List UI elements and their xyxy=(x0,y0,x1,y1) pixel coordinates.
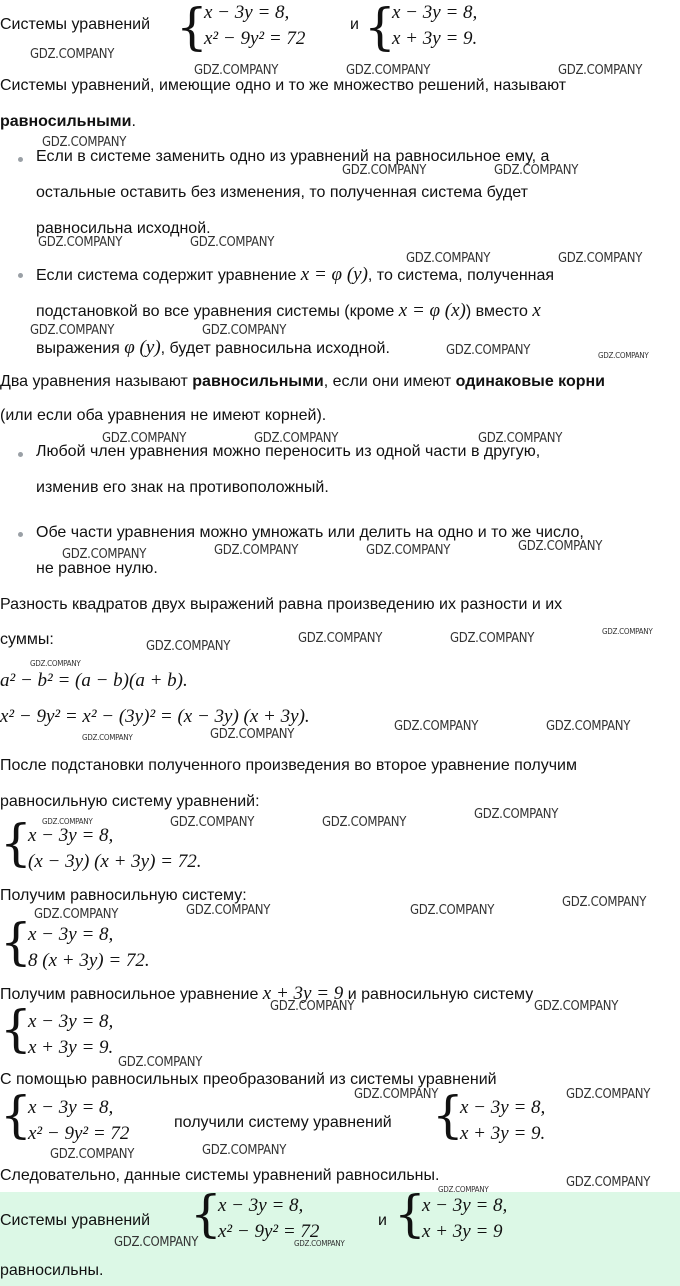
watermark: GDZ.COMPANY xyxy=(478,431,563,446)
step3-math: x + 3y = 9 xyxy=(262,983,344,1004)
brace-icon: { xyxy=(190,1185,222,1243)
watermark: GDZ.COMPANY xyxy=(30,323,115,338)
watermark: GDZ.COMPANY xyxy=(210,727,295,742)
def-systems-line1: Системы уравнений, имеющие одно и то же множество решений, называют xyxy=(0,77,567,94)
watermark: GDZ.COMPANY xyxy=(38,235,123,250)
watermark: GDZ.COMPANY xyxy=(322,815,407,830)
watermark: GDZ.COMPANY xyxy=(214,543,299,558)
watermark: GDZ.COMPANY xyxy=(170,815,255,830)
step2-text: Получим равносильную систему: xyxy=(0,887,247,904)
step4-sys1-line1: x − 3y = 8, xyxy=(28,1097,114,1118)
bullet2-line1-b: , то система, полученная xyxy=(367,267,555,284)
watermark: GDZ.COMPANY xyxy=(298,631,383,646)
bullet2-line2 xyxy=(36,300,541,322)
watermark: GDZ.COMPANY xyxy=(34,907,119,922)
def-eq-a: Два уравнения называют xyxy=(0,373,188,390)
brace-icon: { xyxy=(0,1086,32,1144)
bullet2-line3-b: , будет равносильна исходной. xyxy=(160,340,390,357)
step1-line2: равносильную систему уравнений: xyxy=(0,793,260,810)
watermark: GDZ.COMPANY xyxy=(534,999,619,1014)
watermark: GDZ.COMPANY xyxy=(598,351,649,360)
watermark: GDZ.COMPANY xyxy=(494,163,579,178)
watermark: GDZ.COMPANY xyxy=(270,999,355,1014)
bullet2-line3-a: выражения xyxy=(36,340,120,357)
watermark: GDZ.COMPANY xyxy=(190,235,275,250)
bullet2-line3-math: φ (y) xyxy=(124,337,161,358)
answer-sys2-line1: x − 3y = 8, xyxy=(422,1195,508,1216)
bullet2-line2-b: ) вместо xyxy=(465,303,528,320)
step2-sys-line2: 8 (x + 3y) = 72. xyxy=(28,950,150,971)
watermark: GDZ.COMPANY xyxy=(118,1055,203,1070)
squares-line2: суммы: xyxy=(0,631,54,648)
bullet2-line1-math: x = φ (y) xyxy=(300,264,368,285)
watermark: GDZ.COMPANY xyxy=(446,343,531,358)
answer-sys1-line1: x − 3y = 8, xyxy=(218,1195,304,1216)
watermark: GDZ.COMPANY xyxy=(450,631,535,646)
bullet-icon xyxy=(18,452,23,457)
watermark: GDZ.COMPANY xyxy=(354,1087,439,1102)
answer-prefix: Системы уравнений xyxy=(0,1212,151,1229)
heading-joiner: и xyxy=(350,16,359,33)
brace-icon: { xyxy=(394,1185,426,1243)
watermark: GDZ.COMPANY xyxy=(410,903,495,918)
step4-middle: получили систему уравнений xyxy=(174,1114,392,1131)
watermark: GDZ.COMPANY xyxy=(202,1143,287,1158)
watermark: GDZ.COMPANY xyxy=(30,659,81,668)
step1-sys-line1: x − 3y = 8, xyxy=(28,825,114,846)
watermark: GDZ.COMPANY xyxy=(342,163,427,178)
bullet3-line1: Любой член уравнения можно переносить из одной части в другую, xyxy=(36,443,541,460)
def-systems-tail: . xyxy=(131,113,136,130)
bullet3-line2: изменив его знак на противоположный. xyxy=(36,479,329,496)
watermark: GDZ.COMPANY xyxy=(602,627,653,636)
watermark: GDZ.COMPANY xyxy=(366,543,451,558)
def-equations-line2: (или если оба уравнения не имеют корней). xyxy=(0,407,327,424)
def-systems-bold: равносильными xyxy=(0,113,132,130)
brace-icon: { xyxy=(0,814,32,872)
watermark: GDZ.COMPANY xyxy=(146,639,231,654)
bullet-icon xyxy=(18,157,23,162)
watermark: GDZ.COMPANY xyxy=(62,547,147,562)
heading-sys1-line1: x − 3y = 8, xyxy=(204,2,290,23)
watermark: GDZ.COMPANY xyxy=(102,431,187,446)
conclusion: Следовательно, данные системы уравнений равносильны. xyxy=(0,1167,440,1184)
watermark: GDZ.COMPANY xyxy=(50,1147,135,1162)
step4-sys2-line1: x − 3y = 8, xyxy=(460,1097,546,1118)
watermark: GDZ.COMPANY xyxy=(394,719,479,734)
watermark: GDZ.COMPANY xyxy=(254,431,339,446)
bullet-icon xyxy=(18,273,23,278)
step4-sys2-line2: x + 3y = 9. xyxy=(460,1123,546,1144)
heading-prefix: Системы уравнений xyxy=(0,16,151,33)
bullet2-line2-var: x xyxy=(532,300,541,321)
def-equations-line1 xyxy=(0,372,605,392)
watermark: GDZ.COMPANY xyxy=(114,1235,199,1250)
watermark: GDZ.COMPANY xyxy=(562,895,647,910)
watermark: GDZ.COMPANY xyxy=(406,251,491,266)
watermark: GDZ.COMPANY xyxy=(194,63,279,78)
step4-text: С помощью равносильных преобразований из системы уравнений xyxy=(0,1071,497,1088)
step3-sys-line1: x − 3y = 8, xyxy=(28,1011,114,1032)
brace-icon: { xyxy=(432,1086,464,1144)
watermark: GDZ.COMPANY xyxy=(30,47,115,62)
brace-icon: { xyxy=(176,0,208,56)
step3-text xyxy=(0,984,533,1005)
watermark: GDZ.COMPANY xyxy=(566,1087,651,1102)
watermark: GDZ.COMPANY xyxy=(558,63,643,78)
step1-sys-line2: (x − 3y) (x + 3y) = 72. xyxy=(28,851,202,872)
def-systems-line2 xyxy=(0,112,136,132)
answer-sys2-line2: x + 3y = 9 xyxy=(422,1221,503,1242)
step2-sys-line1: x − 3y = 8, xyxy=(28,924,114,945)
step3-text-b: и равносильную систему xyxy=(347,986,534,1003)
watermark: GDZ.COMPANY xyxy=(42,817,93,826)
answer-suffix: равносильны. xyxy=(0,1262,104,1279)
watermark: GDZ.COMPANY xyxy=(82,733,133,742)
bullet2-line2-a: подстановкой во все уравнения системы (кроме xyxy=(36,303,395,320)
step4-sys1-line2: x² − 9y² = 72 xyxy=(28,1123,130,1144)
step3-sys-line2: x + 3y = 9. xyxy=(28,1037,114,1058)
watermark: GDZ.COMPANY xyxy=(474,807,559,822)
squares-formula: a² − b² = (a − b)(a + b). xyxy=(0,670,188,691)
brace-icon: { xyxy=(0,1000,32,1058)
bullet4-line2: не равное нулю. xyxy=(36,560,158,577)
watermark: GDZ.COMPANY xyxy=(186,903,271,918)
watermark: GDZ.COMPANY xyxy=(566,1175,651,1190)
bullet-icon xyxy=(18,532,23,537)
answer-joiner: и xyxy=(378,1212,387,1229)
bullet1-line3: равносильна исходной. xyxy=(36,220,211,237)
def-eq-bold1: равносильными xyxy=(192,373,324,390)
squares-line1: Разность квадратов двух выражений равна произведению их разности и их xyxy=(0,596,563,613)
def-eq-bold2: одинаковые корни xyxy=(455,373,606,390)
watermark: GDZ.COMPANY xyxy=(294,1239,345,1248)
heading-sys2-line1: x − 3y = 8, xyxy=(392,2,478,23)
watermark: GDZ.COMPANY xyxy=(518,539,603,554)
bullet2-line1 xyxy=(36,264,554,286)
bullet2-line2-math: x = φ (x) xyxy=(398,300,466,321)
watermark: GDZ.COMPANY xyxy=(346,63,431,78)
brace-icon: { xyxy=(364,0,396,56)
heading-sys2-line2: x + 3y = 9. xyxy=(392,28,478,49)
bullet2-line3 xyxy=(36,337,390,359)
squares-applied: x² − 9y² = x² − (3y)² = (x − 3y) (x + 3y). xyxy=(0,706,310,727)
watermark: GDZ.COMPANY xyxy=(558,251,643,266)
bullet4-line1: Обе части уравнения можно умножать или делить на одно и то же число, xyxy=(36,524,584,541)
watermark: GDZ.COMPANY xyxy=(546,719,631,734)
watermark: GDZ.COMPANY xyxy=(202,323,287,338)
bullet2-line1-a: Если система содержит уравнение xyxy=(36,267,297,284)
watermark: GDZ.COMPANY xyxy=(438,1185,489,1194)
watermark: GDZ.COMPANY xyxy=(42,135,127,150)
def-eq-b: , если они имеют xyxy=(323,373,452,390)
answer-sys1-line2: x² − 9y² = 72 xyxy=(218,1221,320,1242)
bullet1-line2: остальные оставить без изменения, то полученная система будет xyxy=(36,184,528,201)
brace-icon: { xyxy=(0,913,32,971)
heading-sys1-line2: x² − 9y² = 72 xyxy=(204,28,306,49)
step1-line1: После подстановки полученного произведения во второе уравнение получим xyxy=(0,757,577,774)
bullet1-line1: Если в системе заменить одно из уравнений на равносильное ему, а xyxy=(36,148,550,165)
step3-text-a: Получим равносильное уравнение xyxy=(0,986,259,1003)
